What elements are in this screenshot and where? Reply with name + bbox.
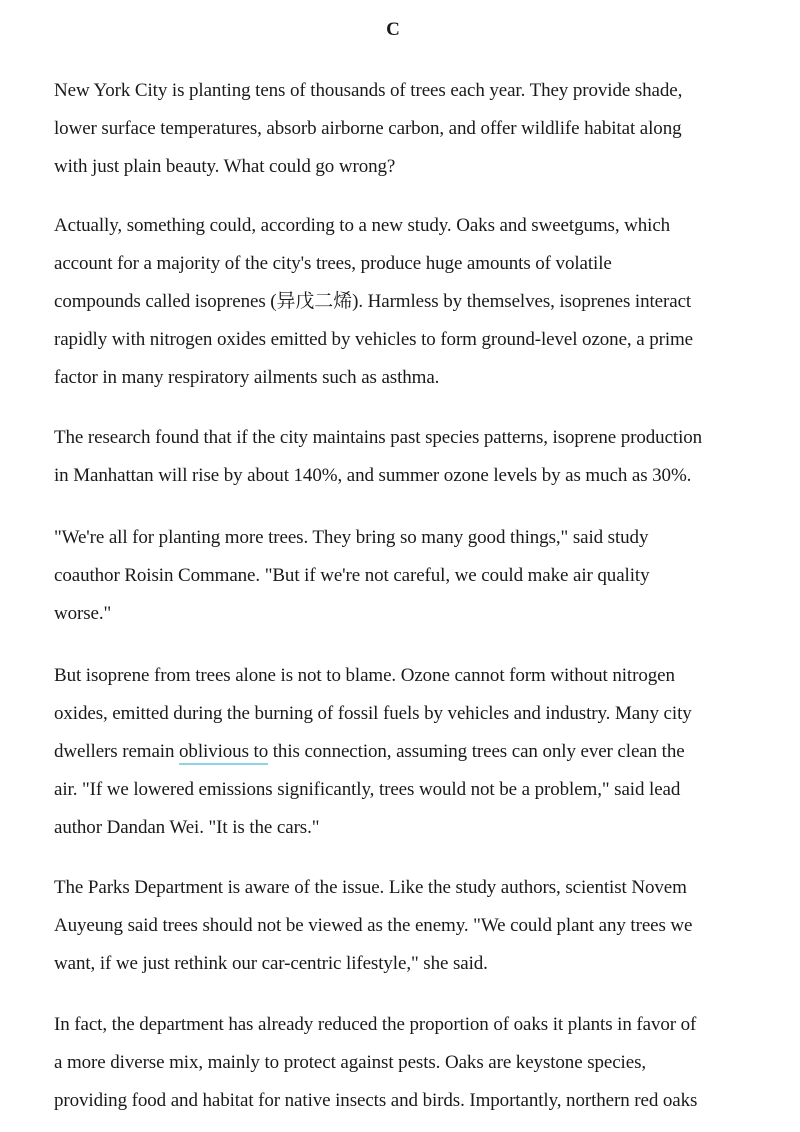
paragraph-4 <box>54 519 744 633</box>
line-text: dwellers remain <box>54 741 180 762</box>
paragraph-7 <box>54 1006 744 1120</box>
paragraph-line: coauthor Roisin Commane. "But if we're not careful, we could make air quality <box>54 565 650 586</box>
paragraph-line <box>54 733 744 771</box>
paragraph-line: account for a majority of the city's trees, produce huge amounts of volatile <box>54 253 612 274</box>
paragraph-line: Auyeung said trees should not be viewed as the enemy. "We could plant any trees we <box>54 915 693 936</box>
section-letter: C <box>386 19 400 40</box>
paragraph-5 <box>54 657 744 847</box>
paragraph-line: compounds called isoprenes (异戊二烯). Harmless by themselves, isoprenes interact <box>54 291 692 312</box>
paragraph-line: a more diverse mix, mainly to protect against pests. Oaks are keystone species, <box>54 1052 647 1073</box>
paragraph-line: air. "If we lowered emissions significantly, trees would not be a problem," said lead <box>54 779 681 800</box>
paragraph-3 <box>54 419 744 495</box>
paragraph-line: The Parks Department is aware of the issue. Like the study authors, scientist Novem <box>54 877 687 898</box>
paragraph-line: But isoprene from trees alone is not to blame. Ozone cannot form without nitrogen <box>54 665 675 686</box>
paragraph-line: factor in many respiratory ailments such as asthma. <box>54 367 440 388</box>
paragraph-line: lower surface temperatures, absorb airborne carbon, and offer wildlife habitat along <box>54 118 682 139</box>
paragraph-line: rapidly with nitrogen oxides emitted by vehicles to form ground-level ozone, a prime <box>54 329 694 350</box>
paragraph-line: The research found that if the city maintains past species patterns, isoprene production <box>54 427 703 448</box>
paragraph-1 <box>54 72 744 186</box>
paragraph-line: oxides, emitted during the burning of fossil fuels by vehicles and industry. Many city <box>54 703 692 724</box>
paragraph-line: in Manhattan will rise by about 140%, and summer ozone levels by as much as 30%. <box>54 465 692 486</box>
paragraph-line: providing food and habitat for native insects and birds. Importantly, northern red oaks <box>54 1090 698 1111</box>
paragraph-line: In fact, the department has already reduced the proportion of oaks it plants in favor of <box>54 1014 697 1035</box>
line-text: this connection, assuming trees can only ever clean the <box>268 741 685 762</box>
paragraph-line: Actually, something could, according to a new study. Oaks and sweetgums, which <box>54 215 671 236</box>
highlighted-phrase[interactable]: oblivious to <box>179 741 269 762</box>
paragraph-2 <box>54 207 744 397</box>
paragraph-line: author Dandan Wei. "It is the cars." <box>54 817 320 838</box>
paragraph-6 <box>54 869 744 983</box>
paragraph-line: want, if we just rethink our car-centric lifestyle," she said. <box>54 953 488 974</box>
paragraph-line: New York City is planting tens of thousands of trees each year. They provide shade, <box>54 80 683 101</box>
paragraph-line: worse." <box>54 603 112 624</box>
paragraph-line: with just plain beauty. What could go wrong? <box>54 156 396 177</box>
paragraph-line: "We're all for planting more trees. They bring so many good things," said study <box>54 527 649 548</box>
